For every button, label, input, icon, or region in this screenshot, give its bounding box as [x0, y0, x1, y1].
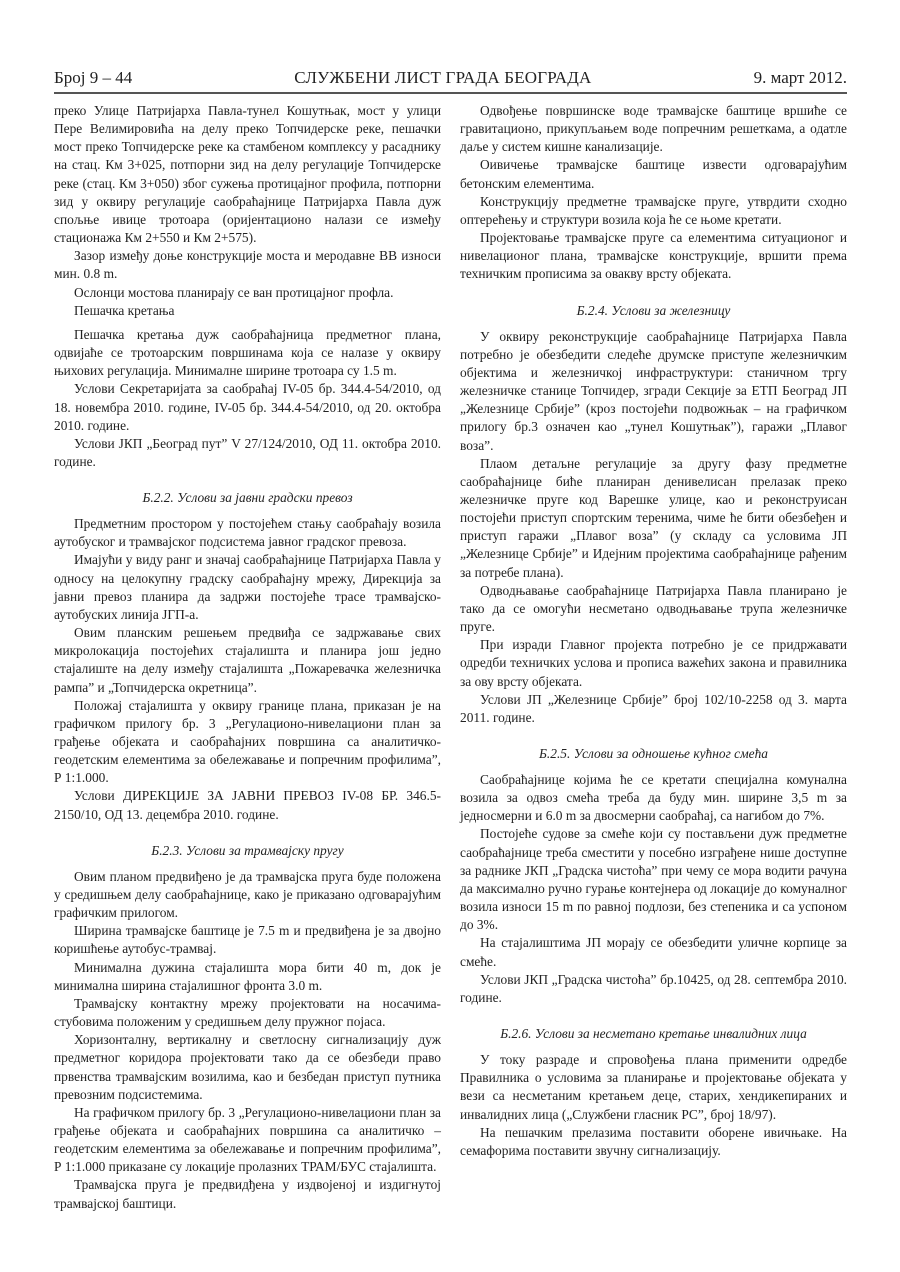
- paragraph: Услови ЈКП „Градска чистоћа” бр.10425, од 28. септембра 2010. године.: [460, 971, 847, 1005]
- two-column-body: [54, 102, 847, 1213]
- issue-date: 9. март 2012.: [753, 68, 847, 87]
- header-rule: [54, 92, 847, 94]
- page-number: Број 9 – 44: [54, 68, 133, 87]
- paragraph: Трамвајска пруга је предвидђена у издвојеној и издигнутој трамвајској баштици.: [54, 1177, 441, 1211]
- paragraph: На графичком прилогу бр. 3 „Регулационо-нивелациони план за грађење објеката и саобраћајних површина са аналитичко – геодетским елементима за обележавање и попречним профилима”, Р 1:1.000 приказане су локације пролазних ТРАМ/БУС стајалишта.: [54, 1104, 441, 1175]
- paragraph: У току разраде и спровођења плана применити одредбе Правилника о условима за планирање и пројектовање објеката у вези са несметаним кретањем деце, старих, хендикепираних и инвалидних лица („Службени гласник РС”, број 18/97).: [460, 1052, 847, 1122]
- paragraph: На пешачким прелазима поставити оборене ивичњаке. На семафорима поставити звучну сигнализацију.: [460, 1124, 847, 1158]
- section-heading-b23: Б.2.3. Услови за трамвајску пругу: [151, 842, 344, 858]
- paragraph: Пројектовање трамвајске пруге са елементима ситуационог и нивелационог плана, трамвајске конструкције, вршити према техничким прописима за овакву врсту објеката.: [460, 230, 847, 282]
- section-heading-b22: Б.2.2. Услови за јавни градски превоз: [142, 490, 353, 506]
- left-column: [54, 102, 441, 1213]
- page-header: [54, 66, 847, 88]
- paragraph: У оквиру реконструкције саобраћајнице Патријарха Павла потребно је обезбедити следеће друмске приступе железничким објектима и железничкој инфраструктури: станичном тргу железничке станице Топчидер, згради Секције за ЕТП Београд ЈП „Железнице Србије” (кроз постојећи подвожњак – на графичком прилогу бр.3 означен као „тунел Кошутњак”), гаражи „Плавог воза”.: [460, 328, 847, 453]
- paragraph: Овим планом предвиђено је да трамвајска пруга буде положена у средишњем делу саобраћајнице, како је приказано одговарајућим графичким прилогом.: [54, 868, 441, 921]
- paragraph: Услови ЈКП „Београд пут” V 27/124/2010, ОД 11. октобра 2010. године.: [54, 435, 441, 469]
- section-heading-b26: Б.2.6. Услови за несметано кретање инвалидних лица: [500, 1026, 807, 1042]
- section-heading-b25: Б.2.5. Услови за одношење кућног смећа: [539, 746, 768, 761]
- paragraph: Трамвајску контактну мрежу пројектовати на носачима-стубовима положеним у средишњем делу пружног појаса.: [54, 995, 441, 1030]
- paragraph: Пешачка кретања дуж саобраћајница предметног плана, одвијаће се тротоарским површинама која се налазе у оквиру њихових регулација. Минималне ширине тротоара су 1.5 m.: [54, 326, 441, 379]
- paragraph: При изради Главног пројекта потребно је се придржавати одредби техничких услова и прописа важећих закона и правилника за ову врсту објеката.: [460, 637, 847, 689]
- paragraph: Минимална дужина стајалишта мора бити 40 m, док је минимална ширина стајалишног фронта 3.0 m.: [54, 959, 441, 993]
- publication-title: СЛУЖБЕНИ ЛИСТ ГРАДА БЕОГРАДА: [294, 68, 592, 87]
- paragraph: Ширина трамвајске баштице је 7.5 m и предвиђена је за двојно коришћење аутобус-трамвај.: [54, 923, 441, 957]
- paragraph: Хоризонталну, вертикалну и светлосну сигнализацију дуж предметног коридора пројектовати тако да се обезбеди право првенства трамвајским возилима, као и безбедан приступ путника превозним подсистемима.: [54, 1032, 441, 1102]
- paragraph: Зазор између доње конструкције моста и меродавне ВВ износи мин. 0.8 m.: [54, 248, 441, 282]
- paragraph: Одводњавање саобраћајнице Патријарха Павла планирано је тако да се омогући несметано одводњавање трупа железничке пруге.: [460, 582, 847, 635]
- paragraph: Ослонци мостова планирају се ван протицајног профла.: [74, 284, 394, 300]
- paragraph: Конструкцију предметне трамвајске пруге, утврдити сходно оптерећењу и структури возила која ће се њоме кретати.: [460, 193, 847, 227]
- paragraph: преко Улице Патријарха Павла-тунел Кошутњак, мост у улици Пере Велимировића на делу преко Топчидерске реке, пешачки мост преко Топчидерске реке ка стамбеном комплексу у расаднику на стац. Км 3+025, потпорни зид на делу регулације Топчидерске реке (стац. Км 3+050) због сужења протицајног профила, потпорни зид у оквиру регулације саобраћајнице Патријарха Павла дуж спољње ивице тротоара (оријентационо налази се између стационажа Км 2+550 и Км 2+575).: [54, 103, 441, 246]
- paragraph: Постојеће судове за смеће који су постављени дуж предметне саобраћајнице треба сместити у посебно изграђене нише доступне за раднике ЈКП „Градска чистоћа” при чему се мора водити рачуна да максимално ручно гурање контејнера од локације до комуналног возила износи 15 m по равној подлози, без степеника и са успоном до 3%.: [460, 826, 847, 933]
- subheading-pedestrian: Пешачка кретања: [74, 302, 175, 318]
- right-column: [460, 102, 847, 1213]
- section-heading-b24: Б.2.4. Услови за железницу: [576, 302, 731, 318]
- paragraph: Услови ЈП „Железнице Србије” број 102/10-2258 од 3. марта 2011. године.: [460, 691, 847, 725]
- paragraph: Овим планским решењем предвиђа се задржавање свих микролокација постојећих стајалишта и планира још једно стајалиште на делу између стајалишта „Пожаревачка железничка рампа” и „Топчидерска окретница”.: [54, 625, 441, 695]
- paragraph: На стајалиштима ЈП морају се обезбедити уличне корпице за смеће.: [460, 935, 847, 969]
- paragraph: Саобраћајнице којима ће се кретати специјална комунална возила за одвоз смећа треба да буду мин. ширине 3,5 m за једносмерни и 6.0 m за двосмерни саобраћај, са нагибом до 7%.: [460, 772, 847, 824]
- paragraph: Оивичење трамвајске баштице извести одговарајућим бетонским елементима.: [460, 157, 847, 191]
- paragraph: Имајући у виду ранг и значај саобраћајнице Патријарха Павла у односу на целокупну градску саобраћајну мрежу, Дирекција за јавни превоз планира да задржи постојеће трасе трамвајско-аутобуских линија ЈГП-а.: [54, 552, 441, 622]
- paragraph: Услови Секретаријата за саобраћај IV-05 бр. 344.4-54/2010, од 18. новембра 2010. године, IV-05 бр. 344.4-54/2010, од 20. октобра 2010. године.: [54, 381, 441, 433]
- document-page: [54, 66, 847, 1211]
- paragraph: Предметним простором у постојећем стању саобраћају возила аутобуског и трамвајског подсистема јавног градског превоза.: [54, 516, 441, 550]
- paragraph: Услови ДИРЕКЦИЈЕ ЗА ЈАВНИ ПРЕВОЗ IV-08 БР. 346.5-2150/10, ОД 13. децембра 2010. године.: [54, 788, 441, 822]
- paragraph: Плаом детаљне регулације за другу фазу предметне саобраћајнице биће планиран денивелисан прелазак преко железничке пруге код Варешке улице, као и реконструисан постојећи приступ спортским теренима, чиме ће бити обезбеђен и приступ гаражи „Плавог воза” (у складу са условима ЈП „Железнице Србије” и Идејним пројектима саобраћајнице рађеним за потребе плана).: [460, 455, 847, 580]
- paragraph: Одвођење површинске воде трамвајске баштице вршиће се гравитационо, прикупљањем воде попречним решеткама, а одатле даље у систем кишне канализације.: [460, 103, 847, 155]
- paragraph: Положај стајалишта у оквиру границе плана, приказан је на графичком прилогу бр. 3 „Регулационо-нивелациони план за грађење објеката и саобраћајних површина са аналитичко-геодетским елементима за обележавање и попречним профилима”, Р 1:1.000.: [54, 697, 441, 786]
